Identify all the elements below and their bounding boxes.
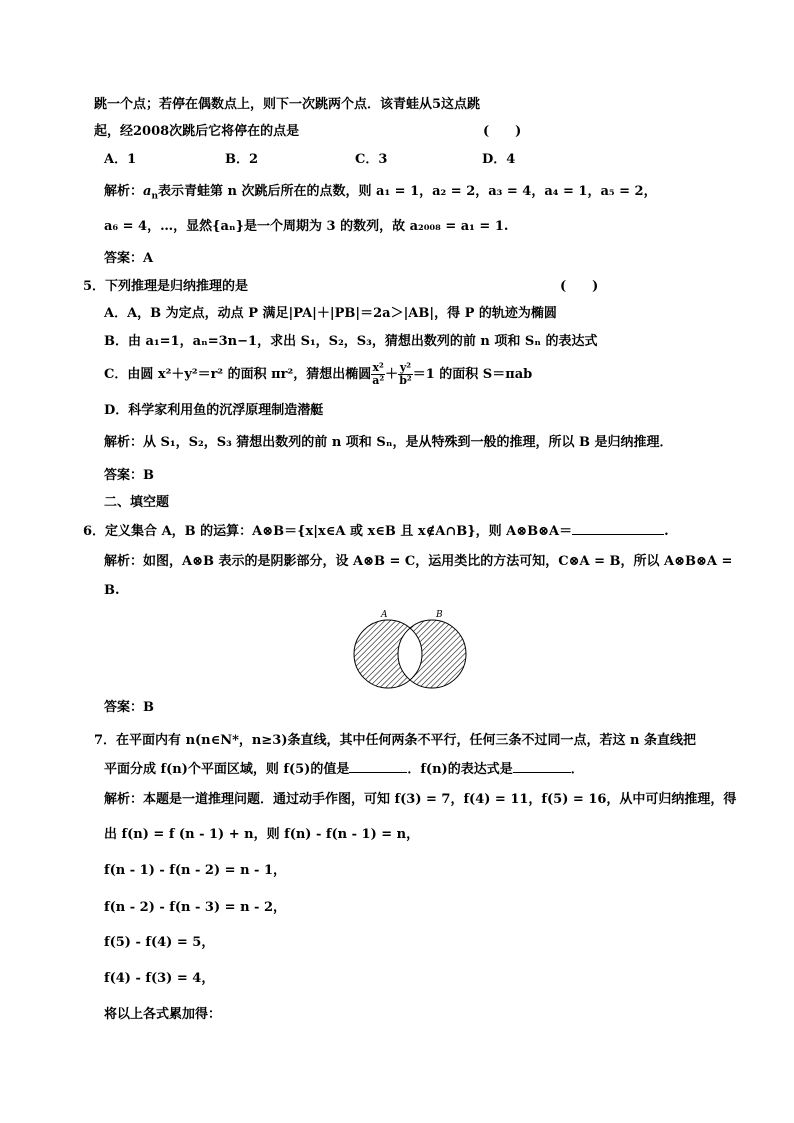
q7-sum-line: 将以上各式累加得： [104,1007,222,1022]
q4-option-c: C．3 [355,152,388,167]
venn-label-b: B [436,610,443,620]
q7-analysis-line2: 出 f(n) = f (n - 1) + n，则 f(n) - f(n - 1) = n， [104,827,420,842]
q4-option-d: D．4 [482,152,516,167]
q5-option-b: B．由 a₁=1，aₙ=3n−1，求出 S₁，S₂，S₃，猜想出数列的前 n 项和 Sₙ 的表达式 [104,334,598,349]
q4-paren: ( ) [483,124,522,139]
y2-over-b2-fraction: $\frac{\text{y²}}{\text{b²}}$ [399,361,412,387]
q6-answer-blank [572,522,664,535]
q4-stem-line1: 跳一个点；若停在偶数点上，则下一次跳两个点．该青蛙从5这点跳 [94,97,481,112]
q4-answer: 答案：A [104,251,154,266]
q7-stem-line1: 7．在平面内有 n(n∈N*，n≥3)条直线，其中任何两条不平行，任何三条不过同一点，若这 n 条直线把 [94,733,696,748]
q5-paren: ( ) [560,279,599,294]
q6-answer: 答案：B [104,700,154,715]
q4-option-a: A．1 [104,152,137,167]
q7-analysis-line1: 解析：本题是一道推理问题．通过动手作图，可知 f(3) = 7，f(4) = 11，f(5) = 16，从中可归纳推理，得 [104,792,737,807]
q4-option-b: B．2 [225,152,259,167]
q7-blank-1 [349,760,407,773]
q7-equation-2: f(n - 2) - f(n - 3) = n - 2， [104,900,287,915]
q4-analysis-line2: a₆ = 4，…，显然{aₙ}是一个周期为 3 的数列，故 a₂₀₀₈ = a₁ = 1. [104,219,509,234]
q7-equation-1: f(n - 1) - f(n - 2) = n - 1， [104,863,287,878]
q4-analysis-label: 解析： [104,184,144,199]
q5-analysis: 解析：从 S₁，S₂，S₃ 猜想出数列的前 n 项和 Sₙ，是从特殊到一般的推理，所以 B 是归纳推理． [104,435,673,450]
q4-analysis-line1: 解析：$a_n$表示青蛙第 n 次跳后所在的点数，则 a₁ = 1，a₂ = 2，a₃ = 4，a₄ = 1，a₅ = 2， [104,184,657,202]
q7-equation-3: f(5) - f(4) = 5， [104,935,215,950]
q4-stem-line2: 起，经2008次跳后它将停在的点是 [94,124,300,139]
venn-diagram [348,606,472,690]
section-heading: 二、填空题 [104,495,170,510]
q5-option-a: A．A，B 为定点，动点 P 满足|PA|＋|PB|＝2a＞|AB|，得 P 的轨迹为椭圆 [104,306,557,321]
q6-analysis-line2: B. [104,583,120,598]
q5-answer: 答案：B [104,468,154,483]
q5-stem: 5．下列推理是归纳推理的是 [83,279,249,294]
q7-equation-4: f(4) - f(3) = 4， [104,971,215,986]
q5-option-c-pre: C．由圆 x²＋y²＝r² 的面积 πr²，猜想出椭圆 [104,367,372,382]
x2-over-a2-fraction: $\frac{\text{x²}}{\text{a²}}$ [372,361,385,387]
q5-option-c: C．由圆 x²＋y²＝r² 的面积 πr²，猜想出椭圆 $\frac{\text{x²}}{\text{a²}}$ ＋ $\frac{\text{y²}}{\text{b²}}$ ＝1 的面积 S＝πab [104,361,533,387]
q6-analysis-line1: 解析：如图，A⊗B 表示的是阴影部分，设 A⊗B = C，运用类比的方法可知，C⊗A = B，所以 A⊗B⊗A = [104,554,733,569]
q4-analysis-text1: 表示青蛙第 n 次跳后所在的点数，则 a₁ = 1，a₂ = 2，a₃ = 4，a₄ = 1，a₅ = 2， [158,184,657,199]
venn-label-a: A [381,610,388,620]
q7-blank-2 [513,760,571,773]
q5-option-d: D．科学家利用鱼的沉浮原理制造潜艇 [104,403,324,418]
q5-option-c-post: ＝1 的面积 S＝πab [412,367,533,382]
q6-stem: 6．定义集合 A，B 的运算：A⊗B＝{x|x∈A 或 x∈B 且 x∉A∩B}，则 A⊗B⊗A＝ . [83,524,669,539]
q7-stem-line2: 平面分成 f(n)个平面区域，则 f(5)的值是 ．f(n)的表达式是 ． [104,762,584,777]
